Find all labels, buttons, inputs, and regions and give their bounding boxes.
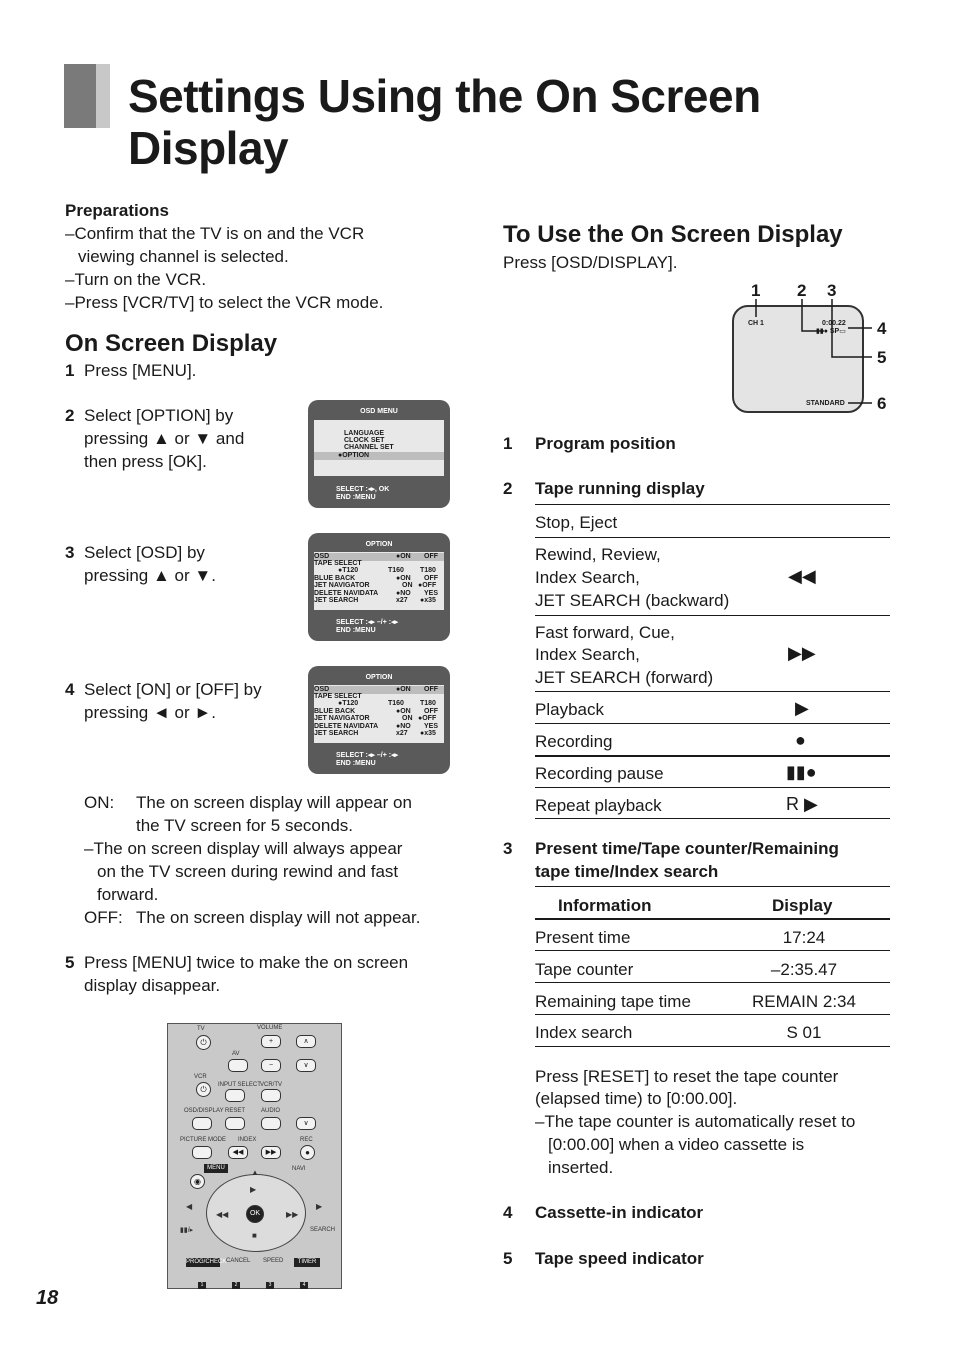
option-value: OFF [424, 553, 438, 560]
table-rule [535, 982, 890, 983]
step-text: Select [OSD] by [84, 543, 205, 562]
option-row: TAPE SELECT [314, 693, 362, 700]
time-label: 0:00.22 [822, 320, 846, 327]
option-value: T180 [420, 700, 436, 707]
osd-footer: SELECT :◂▸, OK [336, 486, 390, 493]
running-row: Fast forward, Cue, [535, 623, 675, 642]
option-value: ●x35 [420, 730, 436, 737]
step-text: Press [MENU] twice to make the on screen [84, 953, 409, 972]
callout-6: 6 [877, 394, 887, 413]
pause-icon: ▮▮/▸ [180, 1227, 194, 1234]
table-cell: Remaining tape time [535, 992, 691, 1011]
off-label: OFF: [84, 908, 123, 927]
step-text: Select [ON] or [OFF] by [84, 680, 262, 699]
step-text: Select [OPTION] by [84, 406, 234, 425]
standard-label: STANDARD [806, 400, 845, 407]
osd-section-heading: On Screen Display [65, 330, 278, 357]
index-forward-icon: ▶▶ [261, 1146, 281, 1159]
option-value: x27 [396, 597, 408, 604]
num-2-button: 2 [232, 1282, 240, 1289]
option-value: OFF [424, 575, 438, 582]
option-row: ●T120 [338, 700, 359, 707]
table-cell: 17:24 [782, 928, 826, 947]
on-label: ON: [84, 793, 115, 812]
item-number: 3 [503, 839, 513, 858]
power-icon: ⏻ [196, 1035, 211, 1050]
prep-item: –Confirm that the TV is on and the VCR [65, 224, 365, 243]
menu-item: CLOCK SET [344, 437, 385, 444]
option-row: ●T120 [338, 567, 359, 574]
fast-forward-icon: ▶▶ [286, 1210, 299, 1219]
num-1-button: 1 [198, 1282, 206, 1289]
osd-footer: SELECT :◂▸ –/+ :◂▸ [336, 752, 399, 759]
fast-forward-icon: ▶▶ [788, 643, 816, 663]
osd-menu-title: OSD MENU [360, 408, 398, 415]
item-number: 5 [503, 1249, 513, 1268]
rewind-icon: ◀◀ [788, 566, 816, 586]
item-title: Tape running display [535, 479, 705, 498]
option-row: DELETE NAVIDATA [314, 590, 379, 597]
callout-lines [740, 295, 890, 415]
remote-label: TV [197, 1026, 205, 1032]
prep-item: viewing channel is selected. [78, 247, 289, 266]
table-rule [535, 504, 890, 505]
reset-note: (elapsed time) to [0:00.00]. [535, 1089, 738, 1108]
remote-label: VCR/TV [260, 1082, 283, 1088]
step-number: 4 [65, 680, 75, 699]
step-number: 2 [65, 406, 75, 425]
channel-up-icon: ∧ [296, 1035, 316, 1048]
osd-display-button [192, 1117, 212, 1130]
title-bar-dark [64, 64, 96, 128]
on-text: the TV screen for 5 seconds. [136, 816, 354, 835]
repeat-play-icon: R ▶ [786, 794, 818, 814]
option-row: BLUE BACK [314, 708, 356, 715]
option-value: ●ON [396, 686, 411, 693]
option-row: JET NAVIGATOR [314, 715, 370, 722]
step-text: display disappear. [84, 976, 221, 995]
step-number: 3 [65, 543, 75, 562]
remote-label: PICTURE MODE [180, 1137, 227, 1143]
audio-button [261, 1117, 281, 1130]
running-row: Recording pause [535, 764, 664, 783]
remote-label: INDEX [238, 1137, 257, 1143]
running-row: Repeat playback [535, 796, 662, 815]
reset-note: inserted. [548, 1158, 614, 1177]
running-row: Index Search, [535, 645, 640, 664]
callout-3: 3 [827, 281, 837, 300]
option-value: ●OFF [418, 582, 437, 589]
table-cell: Index search [535, 1023, 633, 1042]
channel-down-icon: ∨ [296, 1059, 316, 1072]
remote-label: AUDIO [261, 1108, 281, 1114]
item-title: Present time/Tape counter/Remaining [535, 839, 839, 858]
option-value: T180 [420, 567, 436, 574]
table-cell: Present time [535, 928, 631, 947]
running-row: Rewind, Review, [535, 545, 661, 564]
option-value: ●x35 [420, 597, 436, 604]
menu-button: MENU [204, 1164, 228, 1173]
right-arrow-icon: ▶ [316, 1202, 323, 1211]
preparations-heading: Preparations [65, 201, 169, 220]
prep-item: –Turn on the VCR. [65, 270, 207, 289]
option-value: T160 [388, 700, 404, 707]
menu-item: ●OPTION [338, 452, 370, 459]
running-row: Recording [535, 732, 613, 751]
table-cell: S 01 [786, 1023, 822, 1042]
record-icon: ● [300, 1145, 315, 1160]
record-pause-icon: ▮▮● [786, 762, 817, 782]
remote-label: SPEED [263, 1258, 284, 1264]
option-value: ●ON [396, 553, 411, 560]
option-title: OPTION [365, 674, 393, 681]
ok-button: OK [246, 1205, 264, 1223]
osd-menu-panel [314, 420, 444, 476]
page-title: Settings Using the On Screen Display [128, 70, 761, 174]
option-row: BLUE BACK [314, 575, 356, 582]
play-icon: ▶ [795, 698, 809, 718]
volume-up-icon: + [261, 1035, 281, 1048]
remote-label: NAVI [292, 1166, 306, 1172]
prep-item: –Press [VCR/TV] to select the VCR mode. [65, 293, 384, 312]
navi-button-icon: ◉ [190, 1174, 205, 1189]
reset-note: Press [RESET] to reset the tape counter [535, 1067, 839, 1086]
table-cell: REMAIN 2:34 [752, 992, 856, 1011]
index-rewind-icon: ◀◀ [228, 1146, 248, 1159]
step-text: then press [OK]. [84, 452, 207, 471]
callout-5: 5 [877, 348, 887, 367]
osd-menu-screen [308, 400, 450, 508]
running-row: Index Search, [535, 568, 640, 587]
option-value: OFF [424, 686, 438, 693]
option-screen-1 [308, 533, 450, 641]
option-value: ●OFF [418, 715, 437, 722]
option-value: YES [424, 723, 439, 730]
table-rule [535, 886, 890, 887]
option-row: JET NAVIGATOR [314, 582, 370, 589]
option-value: ●NO [396, 723, 411, 730]
table-rule [535, 1014, 890, 1015]
option-panel [314, 552, 444, 610]
num-3-button: 3 [266, 1282, 274, 1289]
option-value: ●ON [396, 575, 411, 582]
table-rule [535, 950, 890, 951]
option-value: ON [402, 715, 413, 722]
callout-1: 1 [751, 281, 761, 300]
note-text: on the TV screen during rewind and fast [97, 862, 399, 881]
osd-footer: END :MENU [336, 627, 376, 634]
osd-footer: SELECT :◂▸ –/+ :◂▸ [336, 619, 399, 626]
rewind-icon: ◀◀ [216, 1210, 229, 1219]
reset-button [225, 1117, 245, 1130]
volume-down-icon: − [261, 1059, 281, 1072]
table-header: Display [772, 896, 833, 915]
table-header: Information [558, 896, 652, 915]
remote-label: REC [300, 1137, 313, 1143]
option-row: TAPE SELECT [314, 560, 362, 567]
remote-label: INPUT SELECT [218, 1082, 261, 1088]
table-rule [535, 537, 890, 538]
remote-label: VOLUME [257, 1025, 283, 1031]
item-title: Cassette-in indicator [535, 1203, 704, 1222]
callout-4: 4 [877, 319, 887, 338]
prog-check-button: PROG/CHECK [186, 1259, 227, 1265]
item-title: tape time/Index search [535, 862, 719, 881]
table-rule [535, 1046, 890, 1047]
remote-control [167, 1023, 342, 1289]
vcr-tv-button [261, 1089, 281, 1102]
item-number: 4 [503, 1203, 513, 1222]
item-title: Tape speed indicator [535, 1249, 704, 1268]
timer-button: TIMER [294, 1258, 320, 1267]
reset-note: [0:00.00] when a video cassette is [548, 1135, 805, 1154]
page-number: 18 [36, 1287, 59, 1309]
step-text: pressing ◄ or ►. [84, 703, 216, 722]
note-text: –The on screen display will always appear [84, 839, 403, 858]
press-osd-text: Press [OSD/DISPLAY]. [503, 253, 678, 272]
running-row: JET SEARCH (backward) [535, 591, 730, 610]
step-number: 1 [65, 361, 75, 380]
remote-label: CANCEL [226, 1258, 251, 1264]
remote-label: AV [232, 1051, 240, 1057]
note-text: forward. [97, 885, 159, 904]
table-rule [535, 615, 890, 616]
channel-label: CH 1 [748, 320, 764, 327]
use-section-heading: To Use the On Screen Display [503, 221, 843, 248]
option-value: T160 [388, 567, 404, 574]
record-icon: ● [795, 730, 806, 750]
option-value: x27 [396, 730, 408, 737]
item-title: Program position [535, 434, 676, 453]
item-number: 2 [503, 479, 513, 498]
table-cell: Tape counter [535, 960, 634, 979]
table-rule [535, 787, 890, 788]
table-rule [535, 918, 890, 920]
left-arrow-icon: ◀ [186, 1202, 193, 1211]
reset-note: –The tape counter is automatically reset to [535, 1112, 856, 1131]
osd-footer: END :MENU [336, 494, 376, 501]
option-row: JET SEARCH [314, 597, 359, 604]
table-cell: –2:35.47 [770, 960, 838, 979]
osd-footer: END :MENU [336, 760, 376, 767]
table-rule [535, 755, 890, 757]
up-arrow-icon: ▲ [251, 1168, 259, 1177]
vcr-power-icon: ⏻ [196, 1082, 211, 1097]
option-row: OSD [314, 553, 330, 560]
title-bar-light [96, 64, 110, 128]
running-row: Stop, Eject [535, 513, 618, 532]
off-text: The on screen display will not appear. [136, 908, 421, 927]
num-4-button: 4 [300, 1282, 308, 1289]
option-row: DELETE NAVIDATA [314, 723, 379, 730]
step-number: 5 [65, 953, 75, 972]
on-text: The on screen display will appear on [136, 793, 412, 812]
option-value: YES [424, 590, 439, 597]
option-row: JET SEARCH [314, 730, 359, 737]
stop-icon: ■ [252, 1231, 257, 1240]
running-row: JET SEARCH (forward) [535, 668, 714, 687]
option-value: ON [402, 582, 413, 589]
remote-label: SEARCH [310, 1227, 336, 1233]
menu-item: CHANNEL SET [344, 444, 394, 451]
callout-2: 2 [797, 281, 807, 300]
item-number: 1 [503, 434, 513, 453]
option-value: ●NO [396, 590, 411, 597]
option-panel [314, 685, 444, 743]
step-text: Press [MENU]. [84, 361, 197, 380]
play-icon: ▶ [250, 1185, 257, 1194]
selection-highlight [314, 452, 444, 460]
table-rule [535, 723, 890, 724]
av-button [228, 1059, 248, 1072]
speed-label: ▮▮● SP▭ [816, 328, 846, 335]
running-row: Playback [535, 700, 604, 719]
remote-label: RESET [225, 1108, 246, 1114]
option-value: OFF [424, 708, 438, 715]
remote-label: OSD/DISPLAY [184, 1108, 224, 1114]
picture-mode-button [192, 1146, 212, 1159]
step-text: pressing ▲ or ▼. [84, 566, 216, 585]
down-icon: ∨ [296, 1117, 316, 1130]
table-rule [535, 691, 890, 692]
option-title: OPTION [365, 541, 393, 548]
remote-label: VCR [194, 1074, 207, 1080]
option-screen-2 [308, 666, 450, 774]
step-text: pressing ▲ or ▼ and [84, 429, 245, 448]
table-rule [535, 818, 890, 819]
menu-item: LANGUAGE [344, 430, 385, 437]
option-row: OSD [314, 686, 330, 693]
input-select-button [225, 1089, 245, 1102]
option-value: ●ON [396, 708, 411, 715]
